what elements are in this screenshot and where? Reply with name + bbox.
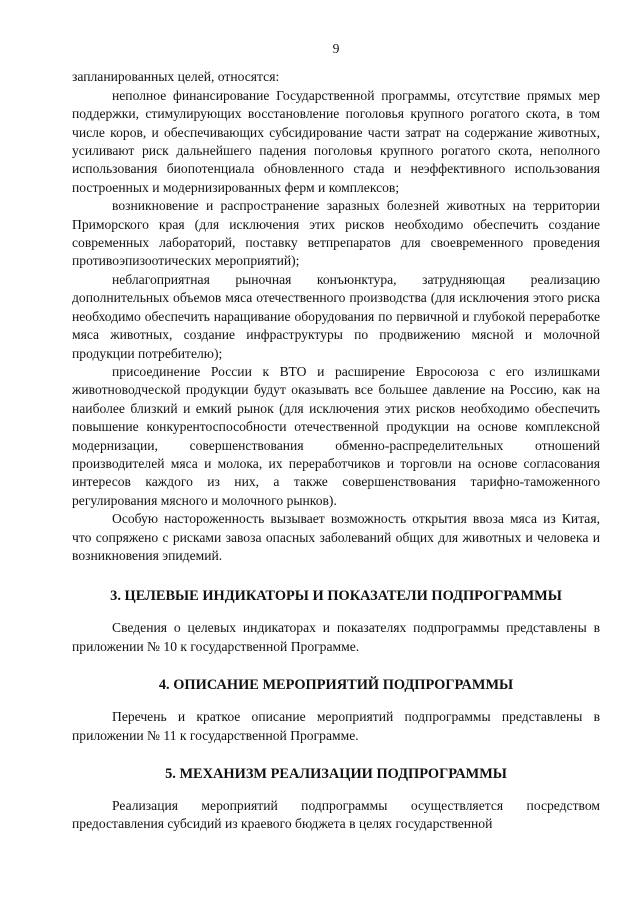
section-4-heading: 4. ОПИСАНИЕ МЕРОПРИЯТИЙ ПОДПРОГРАММЫ: [158, 677, 514, 694]
paragraph-risk-market: неблагоприятная рыночная конъюнктура, затрудняющая реализацию дополнительных объемов мяса отечественного производства (для исключения этого риска необходимо обеспечить наращивание оборудования по первичной и глубокой переработке мяса животных, создание инфраструктуры по продвижению мясной и молочной продукции потребителю);: [72, 271, 600, 361]
paragraph-intro: запланированных целей, относятся:: [72, 69, 280, 85]
section-3-heading: 3. ЦЕЛЕВЫЕ ИНДИКАТОРЫ И ПОКАЗАТЕЛИ ПОДПРОГРАММЫ: [110, 588, 562, 605]
page-number: 9: [332, 41, 340, 56]
paragraph-risk-diseases: возникновение и распространение заразных болезней животных на территории Приморского края (для исключения этих рисков необходимо обеспечить создание современных лабораторий, поставку ветпрепаратов для своевременного проведения противоэпизоотических мероприятий);: [72, 198, 600, 269]
section-5-text: Реализация мероприятий подпрограммы осуществляется посредством предоставления субсидий из краевого бюджета в целях государственной: [72, 798, 600, 832]
paragraph-risk-wto: присоединение России к ВТО и расширение Евросоюза с его излишками животноводческой продукции будут оказывать все большее давление на Россию, как на наиболее близкий и емкий рынок (для исключения этих рисков необходимо обеспечить повышение конкурентоспособности отечественной продукции на основе комплексной модернизации, совершенствования обменно-распределительных отношений производителей мяса и молока, их переработчиков и торговли на основе согласования интересов каждого из них, а также совершенствования тарифно-таможенного регулирования мясного и молочного рынков).: [72, 363, 600, 508]
section-3-text: Сведения о целевых индикаторах и показателях подпрограммы представлены в приложении № 10 к государственной Программе.: [72, 620, 600, 654]
section-5-heading: 5. МЕХАНИЗМ РЕАЛИЗАЦИИ ПОДПРОГРАММЫ: [165, 766, 507, 782]
paragraph-risk-china: Особую настороженность вызывает возможность открытия ввоза мяса из Китая, что сопряжено с рисками завоза опасных заболеваний общих для животных и человека и возникновения эпидемий.: [72, 511, 600, 563]
section-4-text: Перечень и краткое описание мероприятий подпрограммы представлены в приложении № 11 к государственной Программе.: [72, 709, 600, 743]
paragraph-risk-financing: неполное финансирование Государственной программы, отсутствие прямых мер поддержки, стимулирующих восстановление поголовья крупного рогатого скота, в том числе коров, и обеспечивающих субсидирование части затрат на содержание животных, усиливают риск дальнейшего падения поголовья крупного рогатого скота, неполного использования биопотенциала обновленного стада и неэффективного использования построенных и модернизированных ферм и комплексов;: [72, 87, 600, 195]
